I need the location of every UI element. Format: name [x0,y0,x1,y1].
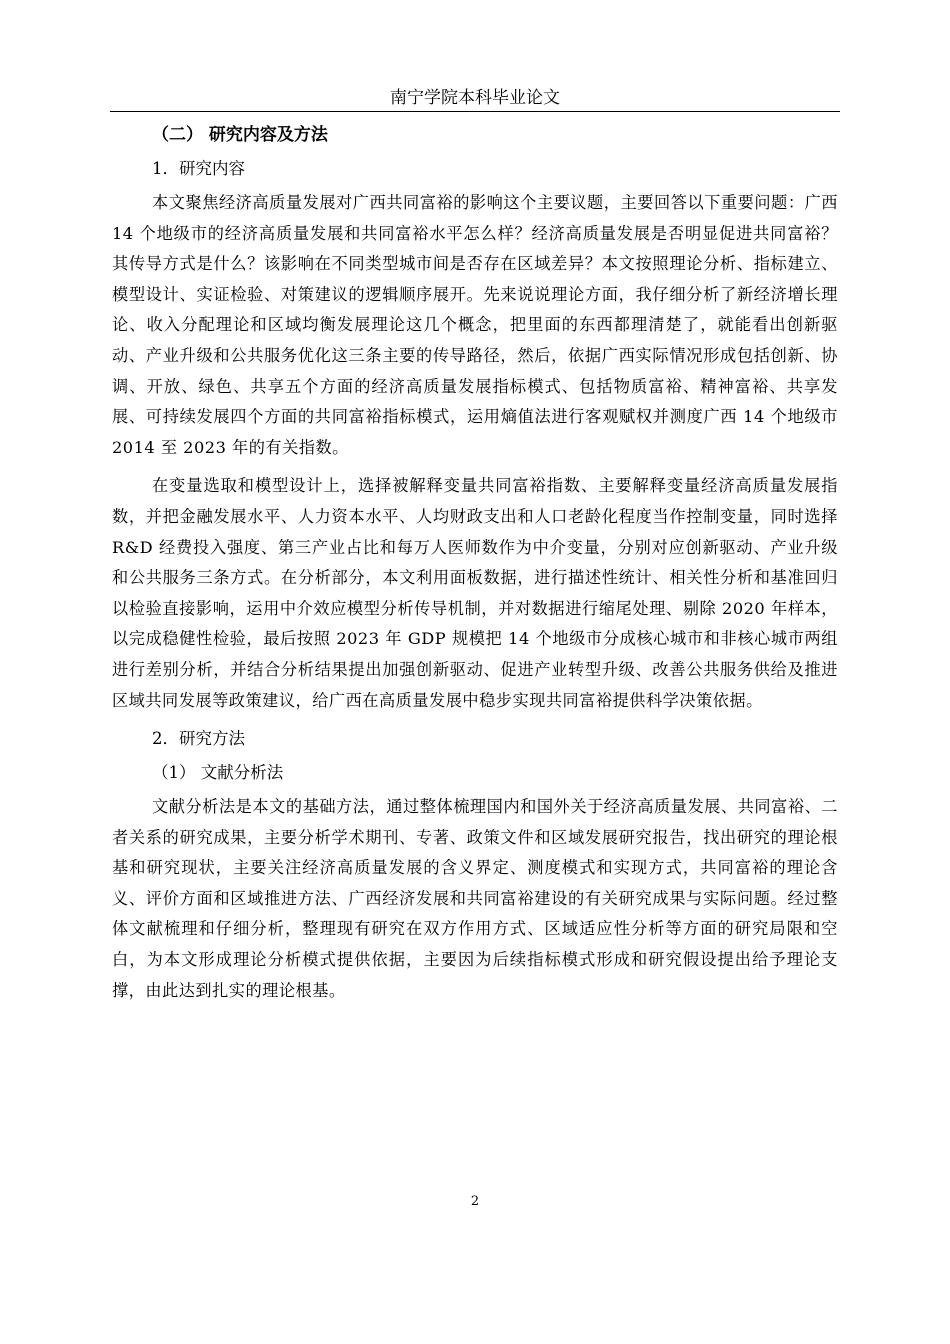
body-paragraph-3: 文献分析法是本文的基础方法，通过整体梳理国内和国外关于经济高质量发展、共同富裕、二者关系的研究成果，主要分析学术期刊、专著、政策文件和区域发展研究报告，找出研究的理论根基和研究现状，主要关注经济高质量发展的含义界定、测度模式和实现方式，共同富裕的理论含义、评价方面和区域推进方法、广西经济发展和共同富裕建设的有关研究成果与实际问题。经过整体文献梳理和仔细分析，整理现有研究在双方作用方式、区域适应性分析等方面的研究局限和空白，为本文形成理论分析模式提供依据，主要因为后续指标模式形成和研究假设提出给予理论支撑，由此达到扎实的理论根基。 [112,797,838,1000]
body-paragraph-2: 在变量选取和模型设计上，选择被解释变量共同富裕指数、主要解释变量经济高质量发展指数，并把金融发展水平、人力资本水平、人均财政支出和人口老龄化程度当作控制变量，同时选择 R&D 经费投入强度、第三产业占比和每万人医师数作为中介变量，分别对应创新驱动、产业升级和公共服务三条方式。在分析部分，本文利用面板数据，进行描述性统计、相关性分析和基准回归以检验直接影响，运用中介效应模型分析传导机制，并对数据进行缩尾处理、剔除 2020 年样本，以完成稳健性检验，最后按照 2023 年 GDP 规模把 14 个地级市分成核心城市和非核心城市两组进行差别分析，并结合分析结果提出加强创新驱动、促进产业转型升级、改善公共服务供给及推进区域共同发展等政策建议，给广西在高质量发展中稳步实现共同富裕提供科学决策依据。 [112,476,838,710]
body-paragraph-1: 本文聚焦经济高质量发展对广西共同富裕的影响这个主要议题，主要回答以下重要问题：广西 14 个地级市的经济高质量发展和共同富裕水平怎么样？经济高质量发展是否明显促进共同富裕？其传导方式是什么？该影响在不同类型城市间是否存在区域差异？本文按照理论分析、指标建立、模型设计、实证检验、对策建议的逻辑顺序展开。先来说说理论方面，我仔细分析了新经济增长理论、收入分配理论和区域均衡发展理论这几个概念，把里面的东西都理清楚了，就能看出创新驱动、产业升级和公共服务优化这三条主要的传导路径，然后，依据广西实际情况形成包括创新、协调、开放、绿色、共享五个方面的经济高质量发展指标模式、包括物质富裕、精神富裕、共享发展、可持续发展四个方面的共同富裕指标模式，运用熵值法进行客观赋权并测度广西 14 个地级市 2014 至 2023 年的有关指数。 [112,193,838,457]
section-heading: （二） 研究内容及方法 [152,125,328,145]
page-number: 2 [470,1194,480,1209]
running-header: 南宁学院本科毕业论文 [390,88,560,108]
page-body [112,118,838,1014]
subsection-heading-research-methods: 2．研究方法 [152,729,245,749]
header-rule [110,111,840,112]
subsection-heading-research-content: 1．研究内容 [152,159,245,178]
method-heading-literature-analysis: （1） 文献分析法 [152,763,284,783]
